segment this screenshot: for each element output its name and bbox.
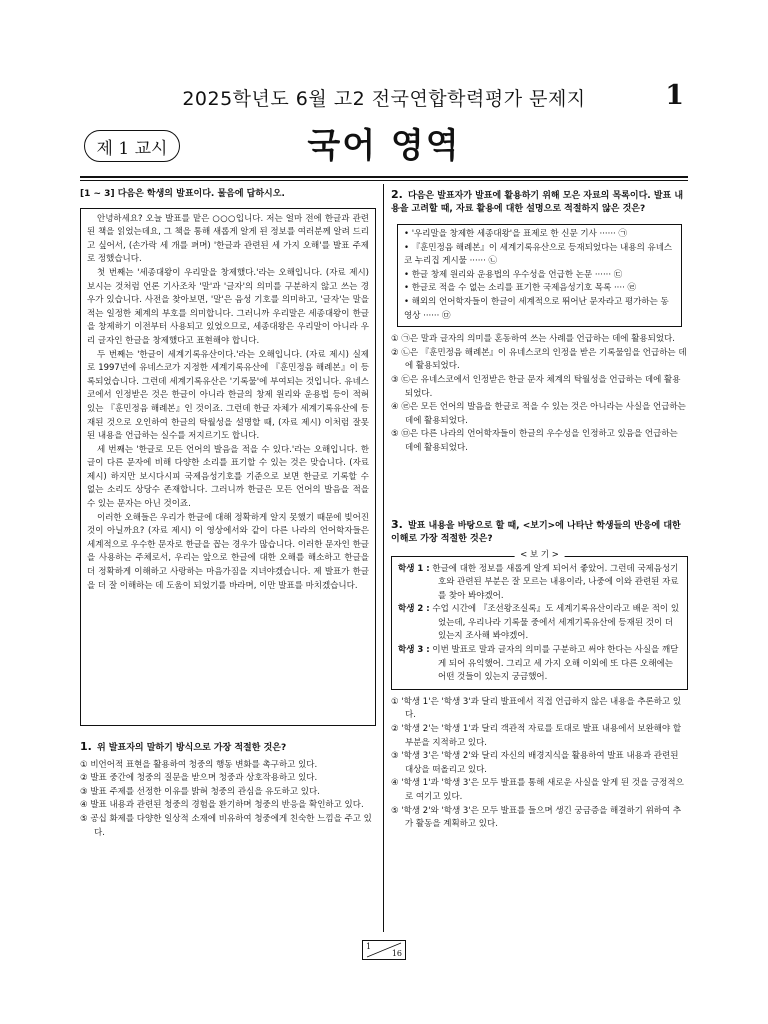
header-rule-thick (80, 176, 688, 178)
student-comment: 한글에 대한 정보를 새롭게 알게 되어서 좋았어. 그런데 국제음성기호와 관련된 부분은 잘 모르는 내용이라, 나중에 이와 관련된 자료를 찾아 봐야겠어. (432, 563, 679, 601)
choice-5[interactable]: ⑤ '학생 2'와 '학생 3'은 모두 발표를 들으며 생긴 궁금증을 해결하기 위하여 추가 활동을 계획하고 있다. (391, 805, 682, 830)
current-page: 1 (366, 942, 372, 951)
question-text: 발표 내용을 바탕으로 할 때, <보기>에 나타난 학생들의 반응에 대한 이해로 가장 적절한 것은? (391, 520, 681, 544)
choice-3[interactable]: ③ '학생 3'은 '학생 2'와 달리 자신의 배경지식을 활용하여 발표 내용과 관련된 대상을 떠올리고 있다. (391, 751, 679, 775)
source-list-box (397, 224, 682, 327)
student-label: 학생 3 : (398, 645, 430, 656)
student-label: 학생 2 : (398, 604, 430, 615)
question-2-choices (391, 333, 688, 455)
period-badge: 제 1 교시 (84, 130, 180, 162)
total-pages: 16 (391, 949, 402, 958)
speech-paragraph: 이러한 오해들은 우리가 한글에 대해 정확하게 알지 못했기 때문에 빚어진 것이 아닐까요? (자료 제시) 이 영상에서와 같이 다른 나라의 언어학자들은 세계적으로 우수한 문자로 한글을 꼽는 경우가 많습니다. 이러한 문자인 한글을 사용하는 주체로서, 우리는 앞으로 한글에 대한 오해를 해소하고 한글을 더 정확하게 이해하고 사랑하는 마음가짐을 지녀야겠습니다. 제 발표가 한글을 더 잘 이해하는 데 도움이 되었기를 바라며, 이만 발표를 마치겠습니다. (87, 512, 369, 591)
bogi-label: < 보 기 > (514, 549, 565, 563)
question-number: 3. (391, 517, 403, 531)
speech-passage-box (80, 208, 376, 726)
student-label: 학생 1 : (398, 563, 430, 574)
choice-3[interactable]: ③ 발표 주제를 선정한 이유를 밝혀 청중의 관심을 유도하고 있다. (80, 786, 320, 797)
choice-5[interactable]: ⑤ ㉤은 다른 나라의 언어학자들이 한글의 우수성을 인정하고 있음을 언급하는 데에 활용되었다. (391, 429, 678, 453)
bogi-student-3 (398, 644, 681, 685)
exam-title: 2025학년도 6월 고2 전국연합학력평가 문제지 (182, 88, 586, 110)
source-item: • 『훈민정음 해례본』이 세계기록유산으로 등재되었다는 내용의 유네스코 누리집 게시물 ······ ㉡ (404, 242, 675, 269)
speech-paragraph: 안녕하세요? 오늘 발표를 맡은 ○○○입니다. 저는 얼마 전에 한글과 관련된 책을 읽었는데요, 그 책을 통해 새롭게 알게 된 정보를 여러분께 알려 드리고 싶어서, (손가락 세 개를 펴며) '한글과 관련된 세 가지 오해'를 발표 주제로 정했습니다. (87, 213, 369, 265)
header-rule-thin (80, 180, 688, 181)
choice-2[interactable]: ② 발표 중간에 청중의 질문을 받으며 청중과 상호작용하고 있다. (80, 773, 318, 784)
column-divider (383, 184, 384, 932)
question-number: 2. (391, 188, 403, 201)
choice-3[interactable]: ③ ㉢은 유네스코에서 인정받은 한글 문자 체계의 탁월성을 언급하는 데에 활용되었다. (391, 374, 681, 399)
bogi-section (391, 549, 688, 690)
choice-2[interactable]: ② ㉡은 『훈민정음 해례본』이 유네스코의 인정을 받은 기록물임을 언급하는 데에 활용되었다. (391, 347, 687, 372)
question-1-choices (80, 759, 376, 841)
set-header: [1 ~ 3] 다음은 학생의 발표이다. 물음에 답하시오. (80, 189, 285, 199)
right-column (391, 188, 688, 832)
choice-4[interactable]: ④ 발표 내용과 관련된 청중의 경험을 환기하며 청중의 반응을 확인하고 있다. (80, 800, 364, 811)
choice-4[interactable]: ④ ㉣은 모든 언어의 발음을 한글로 적을 수 있는 것은 아니라는 사실을 언급하는 데에 활용되었다. (391, 402, 686, 426)
speech-paragraph: 두 번째는 '한글이 세계기록유산이다.'라는 오해입니다. (자료 제시) 실제로 1997년에 유네스코가 지정한 세계기록유산에 『훈민정음 해례본』이 등록되었습니다. 그런데 세계기록유산은 '기록물'에 부여되는 것입니다. 유네스코에서 인정받은 것은 한글이 아니라 한글의 창제 원리와 운용법 등이 적혀 있는 『훈민정음 해례본』인 것이죠. 그런데 한글 자체가 세계기록유산에 등재된 것으로 오인하여 한글의 탁월성을 설명할 때, (자료 제시) 이처럼 잘못된 내용을 언급하는 실수를 저지르기도 합니다. (87, 349, 369, 442)
subject-title: 국어 영역 (307, 126, 461, 166)
bogi-student-2 (398, 603, 681, 644)
page-number: 1 (665, 80, 684, 111)
source-item: • 한글로 적을 수 없는 소리를 표기한 국제음성기호 목록 ···· ㉣ (404, 282, 675, 296)
question-text: 다음은 발표자가 발표에 활용하기 위해 모은 자료의 목록이다. 발표 내용을 고려할 때, 자료 활용에 대한 설명으로 적절하지 않은 것은? (391, 191, 684, 214)
bogi-student-1 (398, 563, 681, 604)
choice-5[interactable]: ⑤ 공십 화제를 다양한 일상적 소재에 비유하여 청중에게 친숙한 느낌을 주고 있다. (80, 813, 372, 838)
question-3-stem (391, 518, 688, 546)
question-text: 위 발표자의 말하기 방식으로 가장 적절한 것은? (96, 742, 287, 753)
speech-paragraph: 첫 번째는 '세종대왕이 우리말을 창제했다.'라는 오해입니다. (자료 제시) 보시는 것처럼 언론 기사조차 '말'과 '글자'의 의미를 구분하지 않고 쓰는 경우가 있습니다. 사전을 찾아보면, '말'은 음성 기호를 의미하고, '글자'는 말을 적는 일정한 체계의 부호를 의미합니다. 그러니까 우리말은 세종대왕이 한글을 창제하기 이전부터 사용되고 있었으므로, 세종대왕은 우리말이 아니라 우리 글자인 한글을 창제했다고 표현해야 합니다. (87, 267, 369, 346)
student-comment: 이번 발표로 말과 글자의 의미를 구분하고 써야 한다는 사실을 깨닫게 되어 유익했어. 그리고 세 가지 오해 이외에 또 다른 오해에는 어떤 것들이 있는지 궁금했어. (432, 645, 679, 683)
student-comment: 수업 시간에 『조선왕조실록』도 세계기록유산이라고 배운 적이 있었는데, 우리나라 기록물 중에서 세계기록유산에 등재된 것이 더 있는지 조사해 봐야겠어. (432, 604, 680, 642)
question-1-stem (80, 740, 376, 755)
question-number: 1. (80, 739, 92, 753)
source-item: • 한글 창제 원리와 운용법의 우수성을 언급한 논문 ······ ㉢ (404, 269, 675, 283)
choice-1[interactable]: ① 비언어적 표현을 활용하여 청중의 행동 변화를 촉구하고 있다. (80, 759, 318, 770)
source-item: • '우리말을 창제한 세종대왕'을 표제로 한 신문 기사 ······ ㉠ (404, 228, 675, 242)
choice-1[interactable]: ① '학생 1'은 '학생 3'과 달리 발표에서 직접 언급하지 않은 내용을 추론하고 있다. (391, 696, 682, 721)
left-column (80, 188, 376, 840)
page-indicator (362, 940, 406, 960)
bogi-box (391, 556, 688, 690)
question-3-choices (391, 696, 688, 832)
question-2-stem (391, 188, 688, 216)
source-item: • 해외의 언어학자들이 한글이 세계적으로 뛰어난 문자라고 평가하는 동영상 ······ ㉤ (404, 296, 675, 323)
choice-4[interactable]: ④ '학생 1'과 '학생 3'은 모두 발표를 통해 새로운 사실을 알게 된 것을 긍정적으로 여기고 있다. (391, 778, 684, 802)
choice-1[interactable]: ① ㉠은 말과 글자의 의미를 혼동하여 쓰는 사례를 언급하는 데에 활용되었다. (391, 334, 675, 345)
choice-2[interactable]: ② '학생 2'는 '학생 1'과 달리 객관적 자료를 토대로 발표 내용에서 보완해야 할 부분을 지적하고 있다. (391, 724, 682, 748)
speech-paragraph: 세 번째는 '한글로 모든 언어의 발음을 적을 수 있다.'라는 오해입니다. 한글이 다른 문자에 비해 다양한 소리를 표기할 수 있는 것은 맞습니다. (자료 제시) 하지만 보시다시피 국제음성기호를 기준으로 보면 한글로 기록할 수 없는 소리도 상당수 존재합니다. 그러니까 한글은 모든 언어의 발음을 적을 수 있는 문자는 아닌 것이죠. (87, 444, 369, 510)
